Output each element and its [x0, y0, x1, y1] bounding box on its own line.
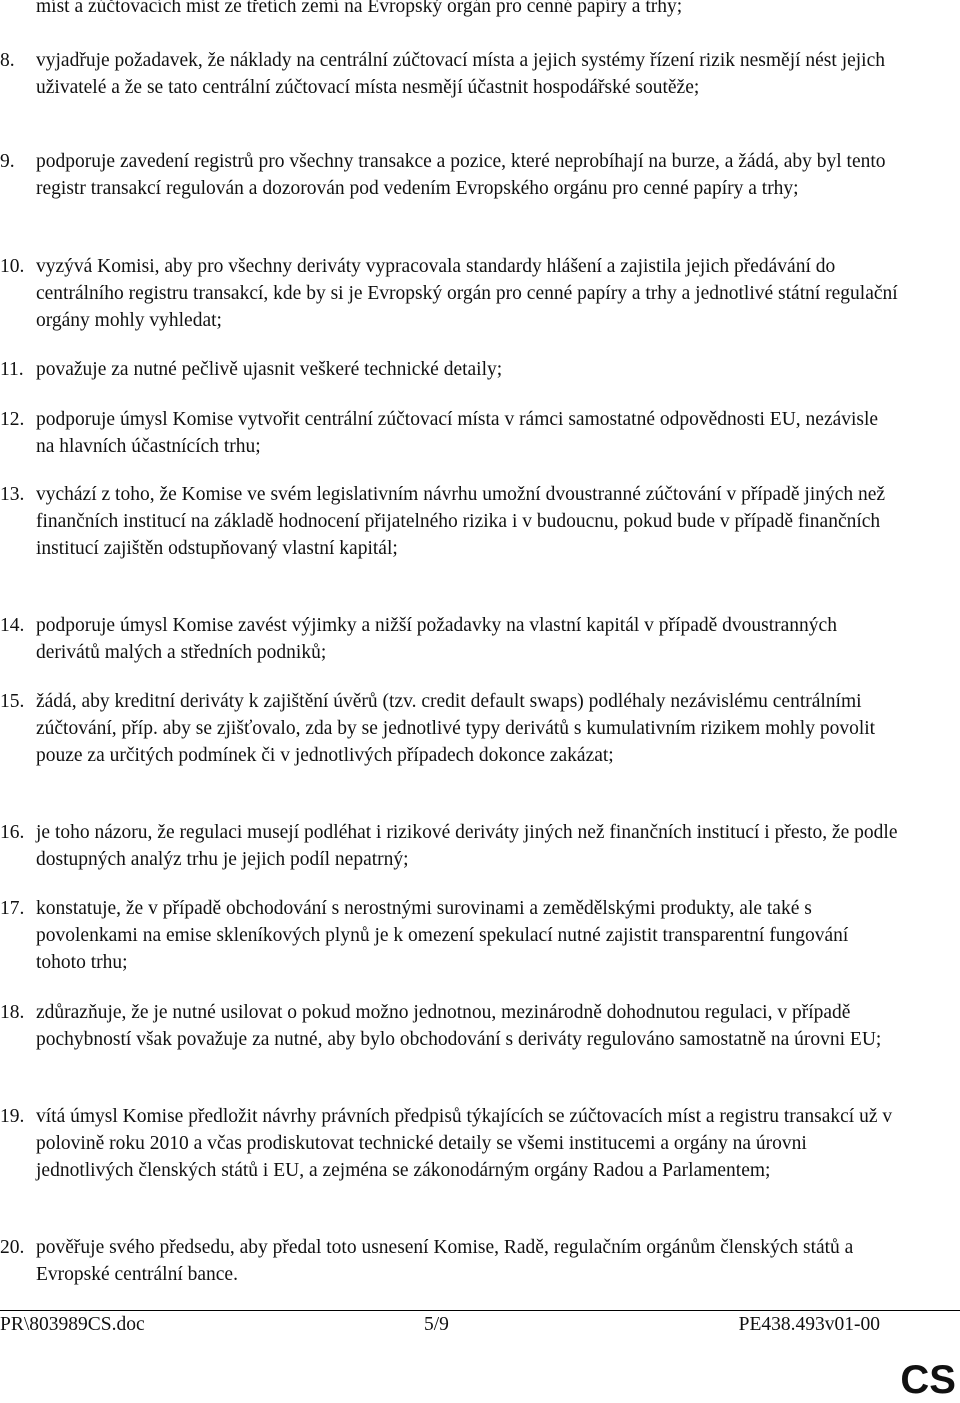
paragraph-18 [0, 1000, 900, 1054]
page-footer [0, 1310, 960, 1341]
paragraph-number: 9. [0, 151, 15, 172]
paragraph-12 [0, 407, 900, 461]
paragraph-8 [0, 48, 900, 102]
paragraph-number: 13. [0, 484, 25, 505]
paragraph-text: žádá, aby kreditní deriváty k zajištění úvěrů (tzv. credit default swaps) podléhaly nezávislému centrálními zúčtování, příp. aby se zjišťovalo, zda by se jednotlivé typy derivátů s kumulativním rizikem mohly povolit pouze za určitých podmínek či v jednotlivých případech dokonce zakázat; [36, 691, 876, 766]
paragraph-9 [0, 149, 900, 203]
paragraph-15 [0, 689, 900, 769]
footer-page-number: 5/9 [424, 1314, 449, 1335]
paragraph-text: podporuje úmysl Komise vytvořit centrální zúčtovací místa v rámci samostatné odpovědnosti EU, nezávisle na hlavních účastnících trhu; [36, 409, 879, 457]
paragraph-10 [0, 254, 900, 334]
paragraph-text: podporuje úmysl Komise zavést výjimky a nižší požadavky na vlastní kapitál v případě dvoustranných derivátů malých a středních podniků; [36, 615, 837, 663]
paragraph-20 [0, 1235, 900, 1289]
paragraph-text: pověřuje svého předsedu, aby předal toto usnesení Komise, Radě, regulačním orgánům členských států a Evropské centrální bance. [36, 1237, 854, 1285]
paragraph-number: 10. [0, 256, 25, 277]
paragraph-number: 18. [0, 1002, 25, 1023]
paragraph-11 [0, 357, 900, 384]
paragraph-text: konstatuje, že v případě obchodování s nerostnými surovinami a zemědělskými produkty, ale také s povolenkami na emise skleníkových plynů je k omezení spekulací nutné zajistit transparentní fungování tohoto trhu; [36, 898, 849, 973]
paragraph-text: podporuje zavedení registrů pro všechny transakce a pozice, které neprobíhají na burze, a žádá, aby byl tento registr transakcí regulován a dozorován pod vedením Evropského orgánu pro cenné papíry a trhy; [36, 151, 886, 199]
paragraph-number: 15. [0, 691, 25, 712]
paragraph-text: zdůrazňuje, že je nutné usilovat o pokud možno jednotnou, mezinárodně dohodnutou regulaci, v případě pochybností však považuje za nutné, aby bylo obchodování s deriváty regulováno samostatně na úrovni EU; [36, 1002, 882, 1050]
paragraph-17 [0, 896, 900, 976]
footer-doc-ref: PR\803989CS.doc [0, 1314, 145, 1335]
paragraph-text: považuje za nutné pečlivě ujasnit veškeré technické detaily; [36, 359, 503, 380]
paragraph-text: je toho názoru, že regulaci musejí podléhat i rizikové deriváty jiných než finančních institucí i přesto, že podle dostupných analýz trhu je jejich podíl nepatrný; [36, 822, 898, 870]
paragraph-number: 11. [0, 359, 24, 380]
paragraph-number: 12. [0, 409, 25, 430]
paragraph-text: vychází z toho, že Komise ve svém legislativním návrhu umožní dvoustranné zúčtování v případě jiných než finančních institucí na základě hodnocení přijatelného rizika i v budoucnu, pokud bude v případě finančních institucí zajištěn odstupňovaný vlastní kapitál; [36, 484, 886, 559]
paragraph-number: 17. [0, 898, 25, 919]
paragraph-text: vítá úmysl Komise předložit návrhy právních předpisů týkajících se zúčtovacích míst a registru transakcí už v polovině roku 2010 a včas prodiskutovat technické detaily se všemi institucemi a orgány na úrovni jednotlivých členských států i EU, a zejména se zákonodárným orgány Radou a Parlamentem; [36, 1106, 893, 1181]
paragraph-13 [0, 482, 900, 562]
paragraph-16 [0, 820, 900, 874]
paragraph-19 [0, 1104, 900, 1184]
language-code: CS [900, 1358, 956, 1402]
footer-pe-ref: PE438.493v01-00 [738, 1314, 880, 1335]
paragraph-number: 8. [0, 50, 15, 71]
paragraph-text: vyjadřuje požadavek, že náklady na centrální zúčtovací místa a jejich systémy řízení rizik nesmějí nést jejich uživatelé a že se tato centrální zúčtovací místa nesmějí účastnit hospodářské soutěže; [36, 50, 886, 98]
paragraph-14 [0, 613, 900, 667]
paragraph-number: 14. [0, 615, 25, 636]
continuation-text: míst a zúčtovacích míst ze třetích zemí na Evropský orgán pro cenné papíry a trhy; [36, 0, 683, 17]
paragraph-number: 20. [0, 1237, 25, 1258]
paragraph-text: vyzývá Komisi, aby pro všechny deriváty vypracovala standardy hlášení a zajistila jejich předávání do centrálního registru transakcí, kde by si je Evropský orgán pro cenné papíry a trhy a jednotlivé státní regulační orgány mohly vyhledat; [36, 256, 898, 331]
paragraph-number: 16. [0, 822, 25, 843]
paragraph-number: 19. [0, 1106, 25, 1127]
